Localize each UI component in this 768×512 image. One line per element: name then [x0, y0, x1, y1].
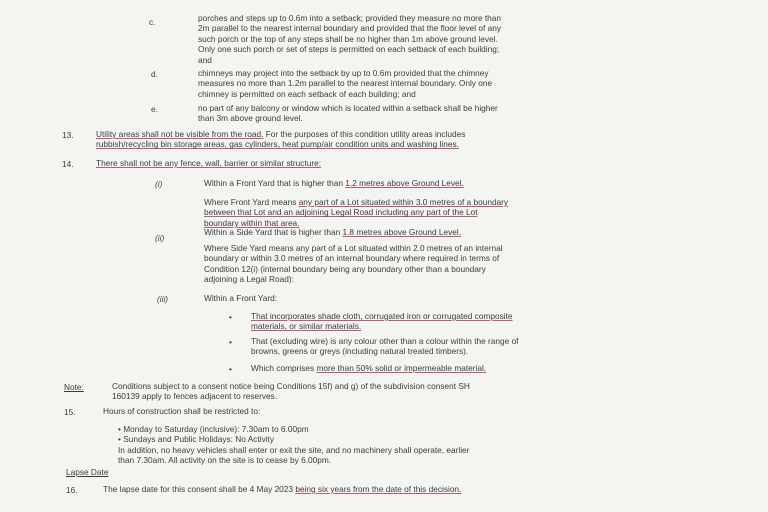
condition-14-heading: There shall not be any fence, wall, barrier or similar structure:: [96, 158, 322, 168]
bullet-2-marker: •: [229, 337, 232, 347]
sub-i-label: (i): [155, 179, 163, 189]
note-text: Conditions subject to a consent notice being Conditions 15f) and g) of the subdivision consent SH 160139 apply to fences adjacent to reserves.: [112, 381, 470, 402]
sub-ii-label: (ii): [155, 233, 165, 243]
clause-d-label: d.: [151, 69, 158, 79]
clause-c-label: c.: [149, 17, 156, 27]
condition-15-number: 15.: [64, 407, 76, 417]
clause-e-text: no part of any balcony or window which is located within a setback shall be higher than 3m above ground level.: [198, 103, 498, 124]
condition-15-details: • Monday to Saturday (inclusive): 7.30am to 6.00pm • Sundays and Public Holidays: No Activity In addition, no heavy vehicles shall enter or exit the site, and no machinery shall operate, earlier than 7.30am. All activity on the site is to cease by 6.00pm.: [118, 424, 470, 466]
condition-13-number: 13.: [62, 130, 74, 140]
clause-c-text: porches and steps up to 0.6m into a setback; provided they measure no more than 2m parallel to the nearest internal boundary and provided that the floor level of any such porch or the top of any steps shall be no higher than 1m above ground level. Only one such porch or set of steps is permitted on each setback of each building; and: [198, 13, 502, 65]
bullet-1-text: That incorporates shade cloth, corrugated iron or corrugated composite materials, or similar materials.: [251, 311, 513, 332]
sub-iii-label: (iii): [157, 294, 169, 304]
front-yard-definition: Where Front Yard means any part of a Lot situated within 3.0 metres of a boundary between that Lot and an adjoining Legal Road including any part of the Lot boundary within that area.: [204, 197, 509, 228]
clause-e-label: e.: [151, 104, 158, 114]
bullet-3-text: Which comprises more than 50% solid or impermeable material.: [251, 363, 487, 373]
sub-ii-text: Within a Side Yard that is higher than 1.8 metres above Ground Level.: [204, 227, 462, 237]
lapse-date-heading: Lapse Date: [66, 467, 109, 477]
condition-16-number: 16.: [66, 485, 78, 495]
bullet-1-marker: •: [229, 312, 232, 322]
bullet-2-text: That (excluding wire) is any colour other than a colour within the range of browns, greens or greys (including natural treated timbers).: [251, 336, 519, 357]
condition-13-text: Utility areas shall not be visible from the road. For the purposes of this condition utility areas includes rubbish/recycling bin storage areas, gas cylinders, heat pump/air condition units and washing lines.: [96, 129, 466, 150]
condition-14-number: 14.: [62, 159, 74, 169]
bullet-3-marker: •: [229, 364, 232, 374]
side-yard-definition: Where Side Yard means any part of a Lot situated within 2.0 metres of an internal boundary or within 3.0 metres of an internal boundary where required in terms of Condition 12(i) (internal boundary being any boundary other than a boundary adjoining a Legal Road):: [204, 243, 503, 285]
condition-15-heading: Hours of construction shall be restricted to:: [103, 406, 261, 416]
sub-i-text: Within a Front Yard that is higher than 1.2 metres above Ground Level.: [204, 178, 464, 188]
note-label: Note:: [64, 382, 84, 392]
condition-16-text: The lapse date for this consent shall be 4 May 2023 being six years from the date of this decision.: [103, 484, 462, 494]
clause-d-text: chimneys may project into the setback by up to 0.6m provided that the chimney measures no more than 1.2m parallel to the nearest internal boundary. Only one chimney is permitted on each setback of each building; and: [198, 68, 493, 99]
sub-iii-text: Within a Front Yard:: [204, 293, 278, 303]
